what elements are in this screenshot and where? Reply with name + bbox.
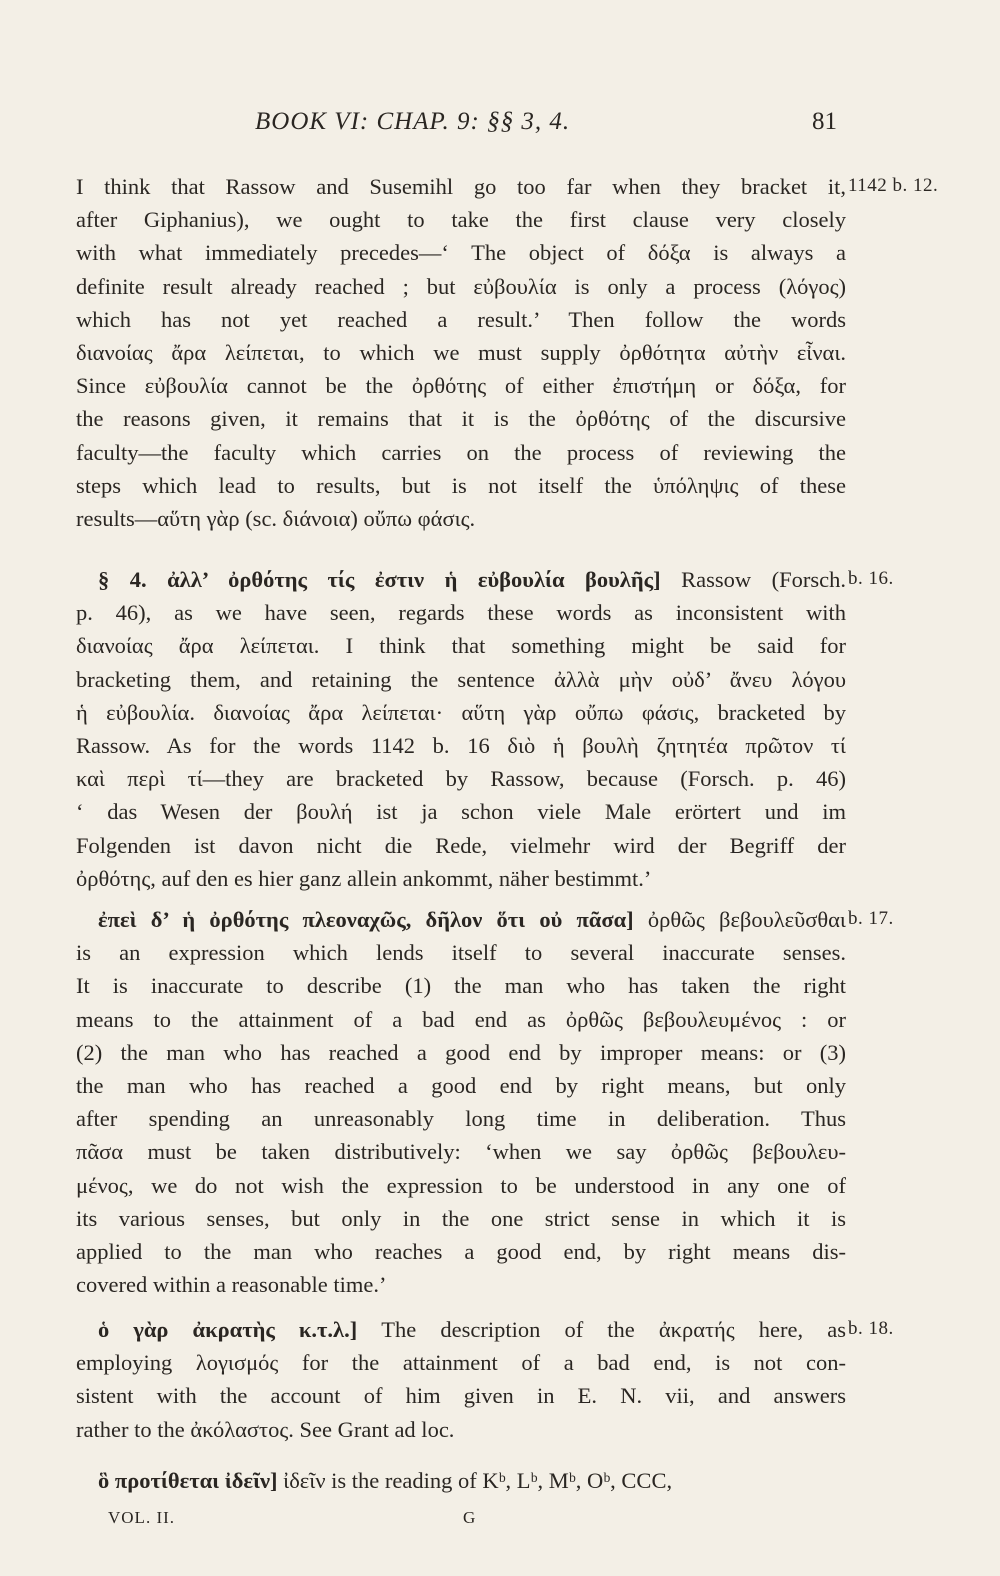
volume-signature: VOL. II.	[108, 1508, 176, 1527]
paragraph-2	[76, 563, 846, 895]
text-line: applied to the man who reaches a good end, by right means dis-	[76, 1239, 846, 1265]
running-head: BOOK VI: CHAP. 9: §§ 3, 4.	[255, 108, 571, 135]
margin-reference: b. 17.	[848, 908, 894, 929]
paragraph-1	[76, 170, 846, 535]
text-line: employing λογισμός for the attainment of a bad end, is not con-	[76, 1350, 846, 1376]
text-line: I think that Rassow and Susemihl go too far when they bracket it,	[76, 174, 846, 199]
text-line: steps which lead to results, but is not itself the ὑπόληψις of these	[76, 472, 846, 498]
text-line: ἡ εὐβουλία. διανοίας ἄρα λείπεται· αὕτη γὰρ οὔπω φάσις, bracketed by	[76, 699, 846, 725]
lemma: ἐπεὶ δ’ ἡ ὀρθότης πλεοναχῶς, δῆλον ὅτι οὐ πᾶσα]	[98, 907, 634, 932]
text-line: ‘ das Wesen der βουλή ist ja schon viele Male erörtert und im	[76, 799, 846, 825]
text-line: with what immediately precedes—‘ The object of δόξα is always a	[76, 240, 846, 266]
text-line: διανοίας ἄρα λείπεται, to which we must supply ὀρθότητα αὐτὴν εἶναι.	[76, 340, 846, 366]
text-line: the man who has reached a good end by right means, but only	[76, 1073, 846, 1099]
text-line: πᾶσα must be taken distributively: ‘when we say ὀρθῶς βεβουλευ-	[76, 1139, 846, 1165]
paragraph-5	[76, 1464, 846, 1497]
lemma: ὃ προτίθεται ἰδεῖν]	[98, 1468, 278, 1493]
text-line: definite result already reached ; but εὐβουλία is only a process (λόγος)	[76, 273, 846, 299]
text-line: ὀρθότης, auf den es hier ganz allein ankommt, näher bestimmt.’	[76, 865, 652, 891]
lemma: ὁ γὰρ ἀκρατὴς κ.τ.λ.]	[98, 1317, 358, 1342]
text-line: Folgenden ist davon nicht die Rede, vielmehr wird der Begriff der	[76, 832, 846, 858]
page-header	[0, 108, 1000, 144]
text-line: faculty—the faculty which carries on the process of reviewing the	[76, 439, 846, 465]
text-line: is an expression which lends itself to several inaccurate senses.	[76, 940, 846, 966]
text-line: which has not yet reached a result.’ Then follow the words	[76, 306, 846, 332]
paragraph-3	[76, 903, 846, 1301]
text-line: the reasons given, it remains that it is the ὀρθότης of the discursive	[76, 406, 846, 432]
margin-reference: b. 16.	[848, 568, 894, 589]
margin-reference: 1142 b. 12.	[848, 175, 939, 196]
text-line: ἐπεὶ δ’ ἡ ὀρθότης πλεοναχῶς, δῆλον ὅτι οὐ πᾶσα] ὀρθῶς βεβουλεῦσθαι	[98, 907, 846, 932]
text-line: καὶ περὶ τί—they are bracketed by Rassow, because (Forsch. p. 46)	[76, 766, 846, 792]
margin-reference: b. 18.	[848, 1318, 894, 1339]
text-line: rather to the ἀκόλαστος. See Grant ad loc.	[76, 1416, 455, 1442]
text-line: bracketing them, and retaining the sentence ἀλλὰ μὴν οὐδ’ ἄνευ λόγου	[76, 666, 846, 692]
text-line: results—αὕτη γὰρ (sc. διάνοια) οὔπω φάσις.	[76, 506, 476, 532]
text-line: μένος, we do not wish the expression to be understood in any one of	[76, 1172, 846, 1198]
text-line: ὃ προτίθεται ἰδεῖν] ἰδεῖν is the reading of Kᵇ, Lᵇ, Mᵇ, Oᵇ, CCC,	[98, 1468, 673, 1493]
text-line: § 4. ἀλλ’ ὀρθότης τίς ἐστιν ἡ εὐβουλία βουλῆς] Rassow (Forsch.	[98, 567, 846, 592]
lemma: § 4. ἀλλ’ ὀρθότης τίς ἐστιν ἡ εὐβουλία βουλῆς]	[98, 567, 661, 592]
text-line: Since εὐβουλία cannot be the ὀρθότης of either ἐπιστήμη or δόξα, for	[76, 373, 846, 399]
text-line: after spending an unreasonably long time in deliberation. Thus	[76, 1106, 846, 1132]
text-line: p. 46), as we have seen, regards these words as inconsistent with	[76, 600, 846, 626]
page-number: 81	[812, 108, 837, 135]
text-line: sistent with the account of him given in E. N. vii, and answers	[76, 1383, 846, 1409]
text-line: covered within a reasonable time.’	[76, 1272, 387, 1298]
text-line: means to the attainment of a bad end as ὀρθῶς βεβουλευμένος : or	[76, 1006, 846, 1032]
text-line: It is inaccurate to describe (1) the man who has taken the right	[76, 973, 846, 999]
text-line: its various senses, but only in the one strict sense in which it is	[76, 1205, 846, 1231]
text-line: διανοίας ἄρα λείπεται. I think that something might be said for	[76, 633, 846, 659]
gathering-signature: G	[463, 1508, 476, 1527]
text-line: after Giphanius), we ought to take the first clause very closely	[76, 207, 846, 233]
text-line: Rassow. As for the words 1142 b. 16 διὸ ἡ βουλὴ ζητητέα πρῶτον τί	[76, 733, 846, 759]
paragraph-4	[76, 1313, 846, 1446]
text-line: ὁ γὰρ ἀκρατὴς κ.τ.λ.] The description of the ἀκρατής here, as	[98, 1317, 846, 1342]
text-line: (2) the man who has reached a good end by improper means: or (3)	[76, 1039, 846, 1065]
